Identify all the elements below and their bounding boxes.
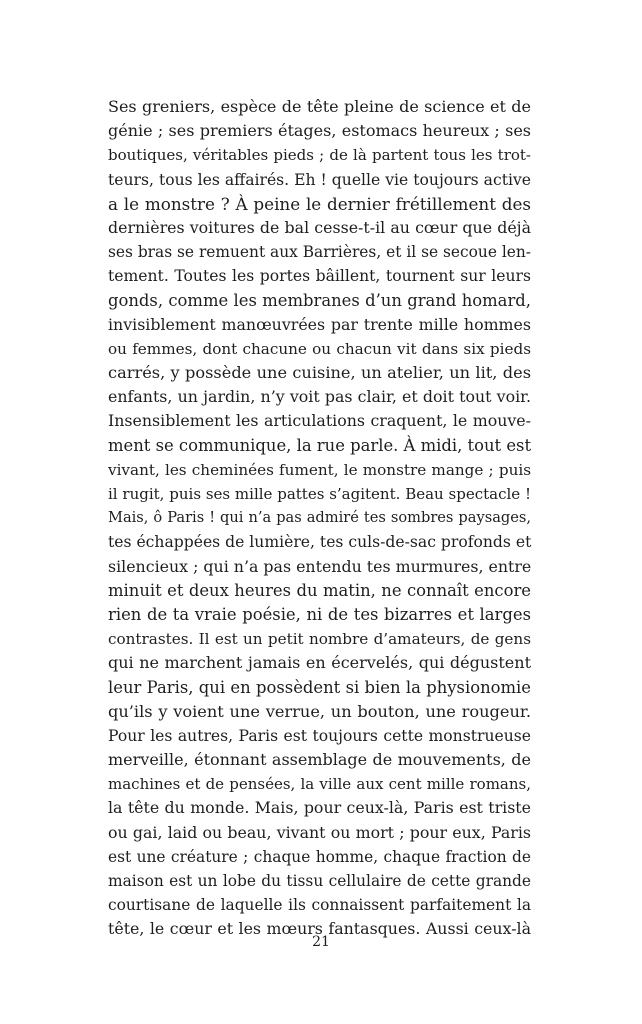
text-line: Ses greniers, espèce de tête pleine de science et de	[108, 97, 531, 116]
text-line: minuit et deux heures du matin, ne connaît encore	[108, 580, 531, 600]
text-line: ment se communique, la rue parle. À midi, tout est	[108, 435, 532, 455]
text-line: Pour les autres, Paris est toujours cette monstrueuse	[108, 726, 531, 745]
text-line: Mais, ô Paris ! qui n’a pas admiré tes sombres paysages,	[108, 509, 531, 527]
text-line: ses bras se remuent aux Barrières, et il se secoue len-	[108, 243, 531, 262]
text-line: a le monstre ? À peine le dernier frétillement des	[108, 193, 531, 214]
text-line: ou femmes, dont chacune ou chacun vit dans six pieds	[108, 339, 531, 358]
text-line: Insensiblement les articulations craquent, le mouve-	[108, 411, 531, 431]
text-line: gonds, comme les membranes d’un grand homard,	[108, 290, 531, 310]
text-line: teurs, tous les affairés. Eh ! quelle vie toujours active	[108, 170, 531, 189]
text-line: maison est un lobe du tissu cellulaire de cette grande	[108, 872, 531, 890]
text-line: carrés, y possède une cuisine, un atelier, un lit, des	[108, 363, 531, 383]
text-line: contrastes. Il est un petit nombre d’amateurs, de gens	[108, 630, 531, 649]
text-line: dernières voitures de bal cesse-t-il au cœur que déjà	[108, 217, 531, 237]
body-text	[108, 95, 531, 942]
text-line: la tête du monde. Mais, pour ceux-là, Paris est triste	[108, 798, 531, 818]
text-line: merveille, étonnant assemblage de mouvements, de	[108, 750, 531, 770]
text-line: est une créature ; chaque homme, chaque fraction de	[108, 847, 531, 866]
text-line: invisiblement manœuvrées par trente mille hommes	[108, 314, 531, 334]
text-line: génie ; ses premiers étages, estomacs heureux ; ses	[108, 121, 531, 141]
text-line: qu’ils y voient une verrue, un bouton, une rougeur.	[108, 701, 531, 721]
text-line: ou gai, laid ou beau, vivant ou mort ; pour eux, Paris	[108, 822, 531, 842]
text-line: vivant, les cheminées fument, le monstre mange ; puis	[108, 460, 531, 479]
text-line: machines et de pensées, la ville aux cent mille romans,	[108, 775, 531, 794]
text-line: boutiques, véritables pieds ; de là partent tous les trot-	[108, 146, 531, 165]
text-line: tement. Toutes les portes bâillent, tournent sur leurs	[108, 267, 531, 286]
page-number: 21	[312, 934, 330, 950]
text-line: silencieux ; qui n’a pas entendu tes murmures, entre	[108, 556, 532, 576]
text-line: courtisane de laquelle ils connaissent parfaitement la	[108, 896, 531, 915]
text-line: leur Paris, qui en possèdent si bien la physionomie	[108, 677, 531, 697]
text-line: rien de ta vraie poésie, ni de tes bizarres et larges	[108, 604, 531, 624]
text-line: tes échappées de lumière, tes culs-de-sac profonds et	[108, 533, 532, 552]
text-line: enfants, un jardin, n’y voit pas clair, et doit tout voir.	[108, 387, 531, 407]
text-line: qui ne marchent jamais en écervelés, qui dégustent	[108, 653, 531, 673]
text-line: tête, le cœur et les mœurs fantasques. Aussi ceux-là	[108, 919, 531, 939]
text-line: il rugit, puis ses mille pattes s’agitent. Beau spectacle !	[108, 485, 531, 503]
